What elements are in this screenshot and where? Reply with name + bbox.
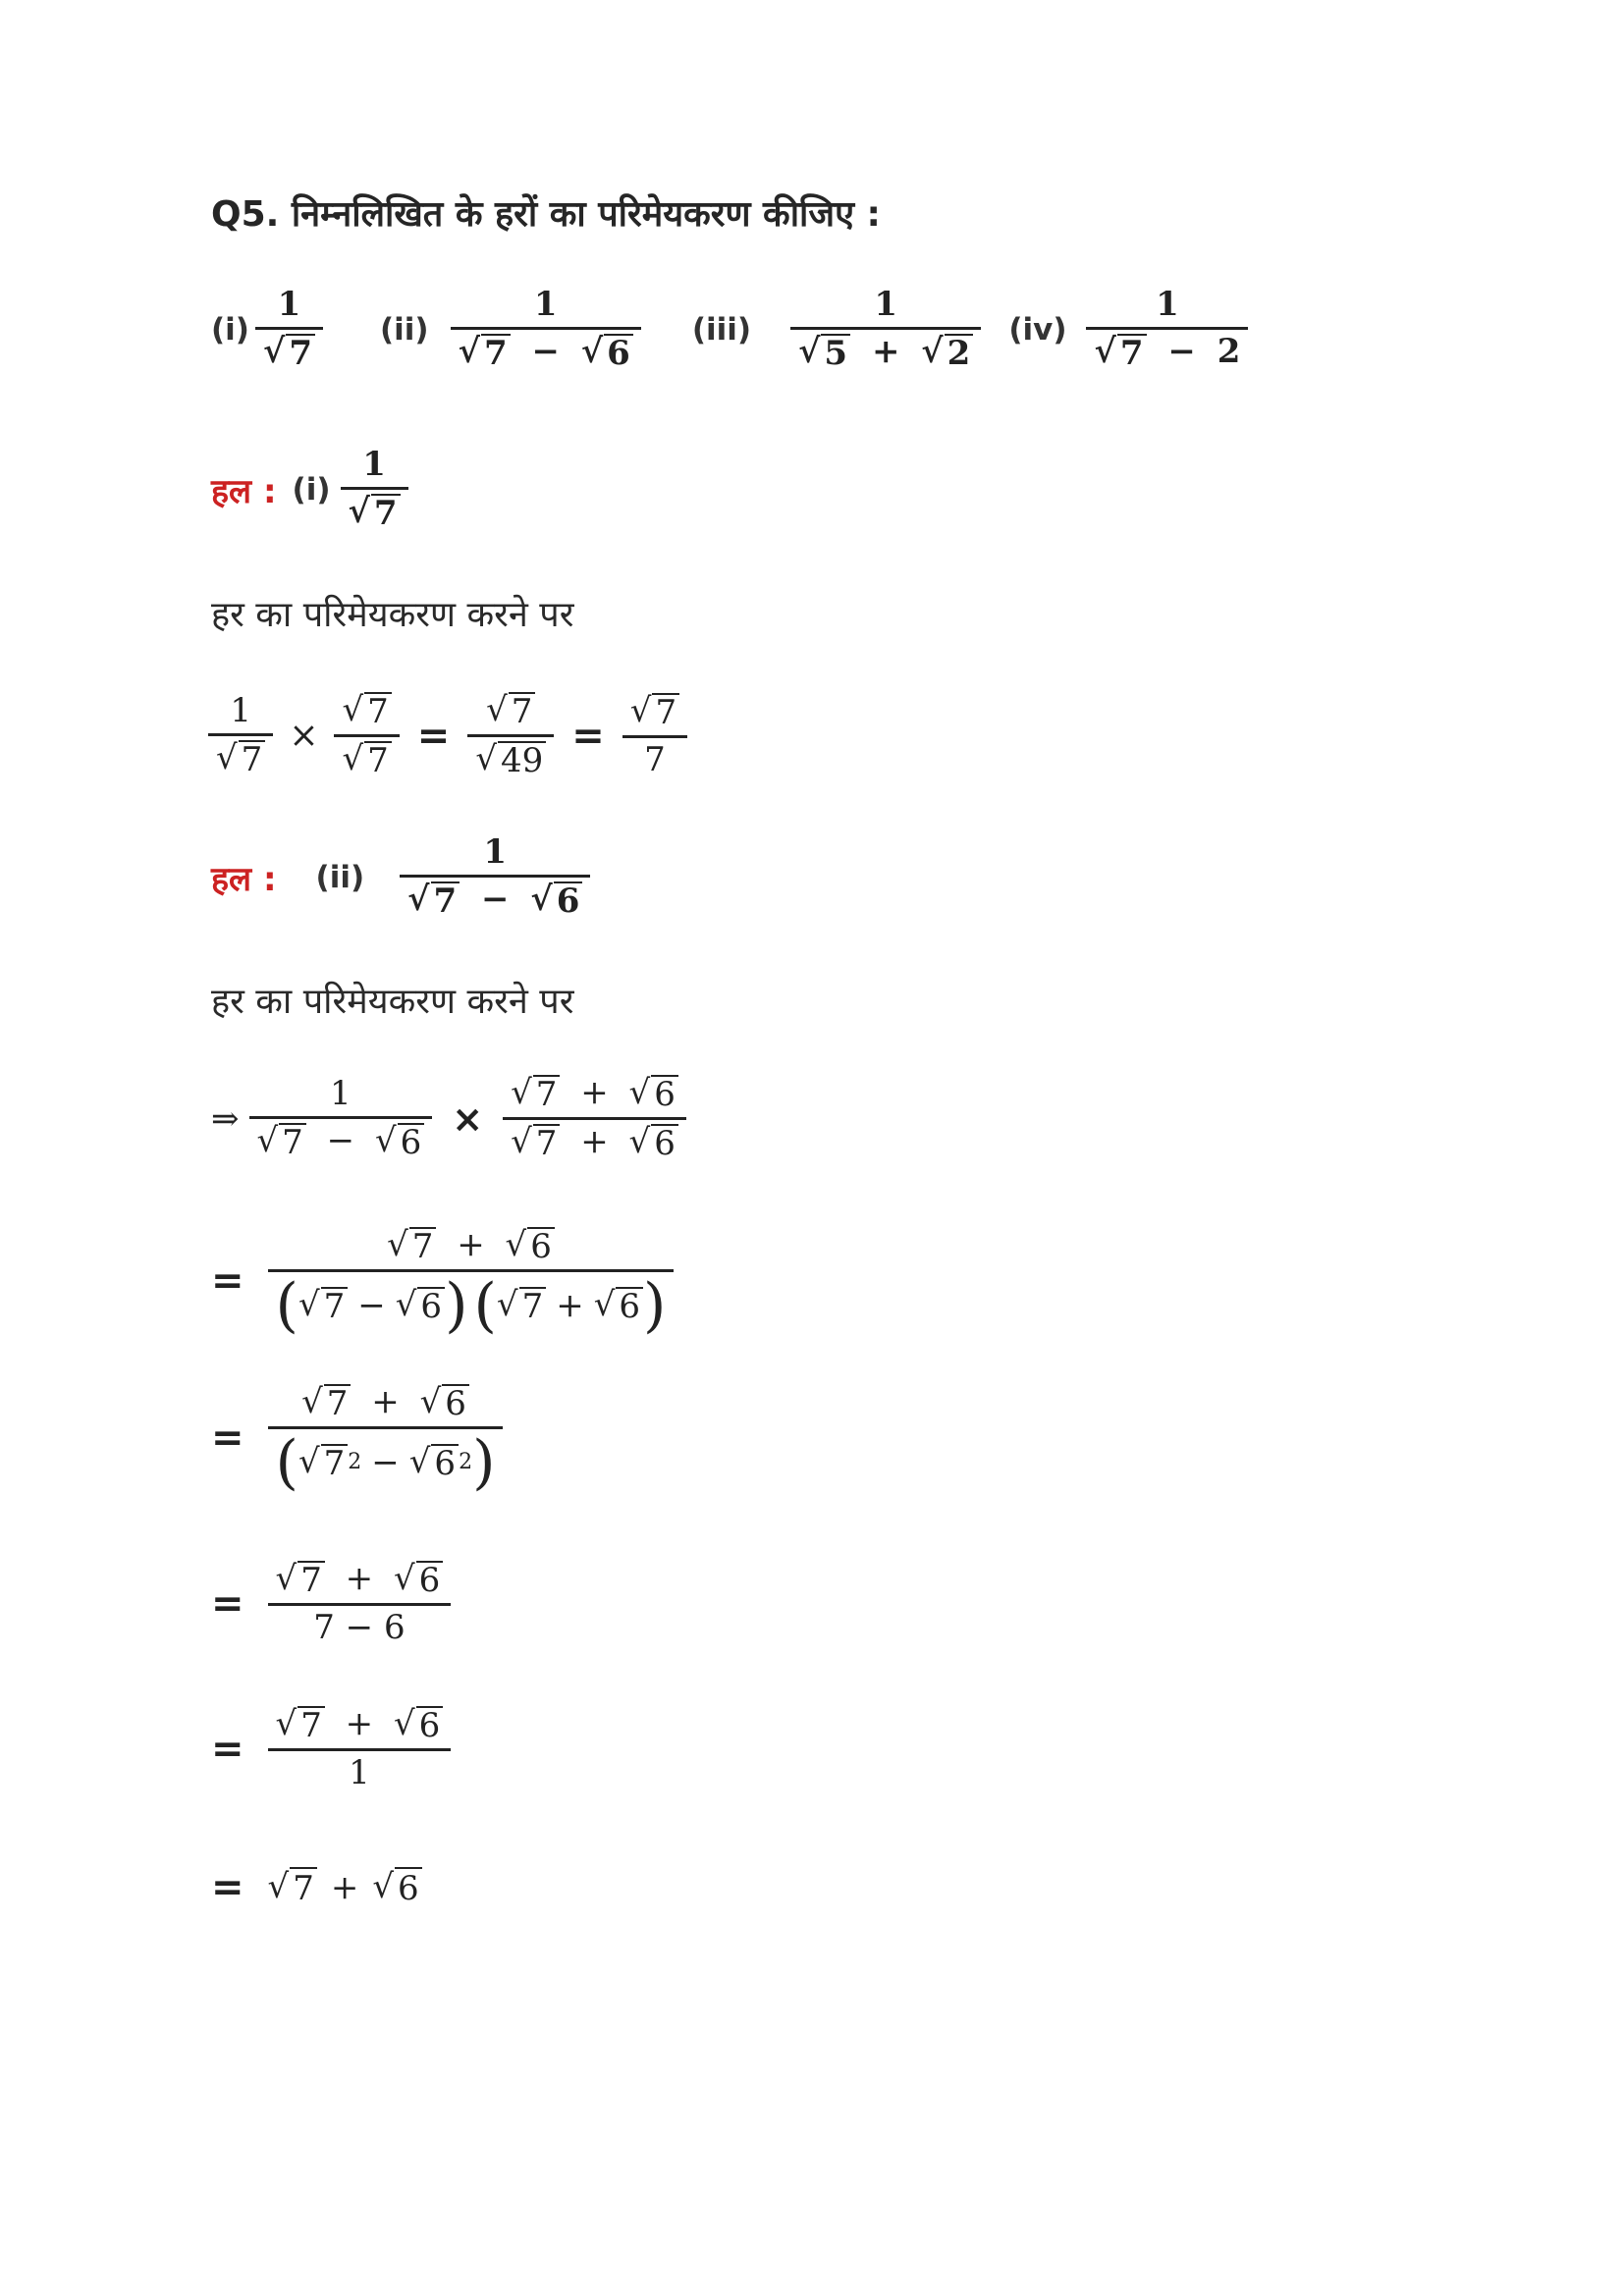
part-fraction bbox=[255, 287, 323, 373]
radical: √ 6 bbox=[594, 1287, 643, 1325]
numerator: 1 bbox=[1156, 285, 1179, 324]
operator: + bbox=[871, 332, 900, 372]
radical: √ 6 bbox=[375, 1123, 424, 1161]
part-label: (iv) bbox=[1008, 311, 1067, 347]
radicand: 7 bbox=[1117, 334, 1147, 372]
radical: √ 6 bbox=[420, 1384, 469, 1422]
fraction bbox=[467, 692, 554, 780]
radicand: 6 bbox=[442, 1384, 469, 1422]
radical: √ 7 bbox=[276, 1706, 325, 1744]
radical: √ 7 bbox=[301, 1384, 351, 1422]
fraction bbox=[334, 692, 399, 780]
radical: √ 7 bbox=[298, 1287, 348, 1325]
denominator bbox=[255, 330, 323, 372]
radicand: 6 bbox=[417, 1287, 445, 1325]
radicand: 6 bbox=[416, 1561, 444, 1599]
constant: 2 bbox=[1217, 332, 1241, 372]
radicand: 6 bbox=[527, 1227, 555, 1265]
part-fraction bbox=[1086, 287, 1248, 373]
equals-sign: = bbox=[571, 713, 605, 759]
radicand: 6 bbox=[395, 1867, 422, 1908]
exponent: 2 bbox=[348, 1450, 362, 1475]
denominator bbox=[1086, 330, 1248, 372]
equals-sign: = bbox=[211, 1580, 244, 1627]
radical: √ 6 bbox=[409, 1444, 459, 1482]
radicand: 7 bbox=[364, 741, 392, 779]
radicand: 6 bbox=[398, 1123, 425, 1161]
radical: √ 7 bbox=[349, 494, 401, 532]
times-sign: × bbox=[452, 1096, 484, 1141]
radicand: 49 bbox=[498, 741, 546, 779]
operator: − bbox=[481, 880, 510, 920]
denominator: 7 − 6 bbox=[313, 1608, 406, 1648]
radicand: 6 bbox=[651, 1075, 678, 1113]
numerator: 1 bbox=[483, 832, 508, 872]
question-title: Q5. निम्नलिखित के हरों का परिमेयकरण कीजिए : bbox=[211, 194, 881, 235]
radical: √ 7 bbox=[298, 1444, 348, 1482]
hal-label: हल : bbox=[211, 859, 277, 899]
question-parts bbox=[211, 287, 1248, 373]
solution-1-step bbox=[208, 692, 687, 780]
radicand: 7 bbox=[519, 1287, 547, 1325]
denominator bbox=[208, 736, 273, 778]
radical: √ 7 bbox=[459, 334, 511, 372]
radical: √ 7 bbox=[630, 693, 679, 731]
equals-sign: = bbox=[211, 1865, 244, 1910]
equals-sign: = bbox=[211, 1415, 244, 1462]
part-fraction bbox=[400, 834, 590, 921]
radical: √ 6 bbox=[396, 1287, 445, 1325]
radicand: 6 bbox=[554, 881, 583, 920]
denominator bbox=[467, 737, 554, 779]
denominator bbox=[341, 490, 408, 532]
operator: − bbox=[1167, 332, 1196, 372]
radical: √ 5 bbox=[798, 334, 850, 372]
radical: √ 7 bbox=[342, 692, 391, 730]
radicand: 7 bbox=[533, 1124, 561, 1162]
implies-sign: ⇒ bbox=[211, 1098, 240, 1139]
numerator bbox=[478, 692, 543, 734]
operator: + bbox=[345, 1559, 374, 1598]
radical: √ 7 bbox=[511, 1124, 560, 1162]
open-paren: ( bbox=[473, 1271, 497, 1341]
open-paren: ( bbox=[275, 1271, 298, 1341]
radicand: 7 bbox=[279, 1123, 306, 1161]
denominator: 7 bbox=[644, 740, 666, 780]
operator: + bbox=[457, 1225, 485, 1264]
fraction bbox=[622, 693, 687, 779]
radicand: 7 bbox=[533, 1075, 561, 1113]
radical: √ 6 bbox=[372, 1867, 421, 1908]
radicand: 7 bbox=[290, 1867, 317, 1908]
part-fraction bbox=[341, 447, 408, 533]
fraction bbox=[503, 1075, 686, 1163]
numerator bbox=[294, 1384, 477, 1426]
denominator bbox=[268, 1428, 504, 1498]
open-paren: ( bbox=[275, 1428, 298, 1498]
radical: √ 7 bbox=[497, 1287, 546, 1325]
exponent: 2 bbox=[459, 1450, 473, 1475]
denominator bbox=[268, 1271, 675, 1341]
radicand: 7 bbox=[321, 1287, 349, 1325]
fraction bbox=[208, 693, 273, 779]
radicand: 7 bbox=[481, 334, 511, 372]
close-paren: ) bbox=[472, 1428, 496, 1498]
numerator bbox=[268, 1706, 452, 1748]
radical: √ 7 bbox=[342, 741, 391, 779]
denominator bbox=[451, 330, 641, 372]
part-label: (i) bbox=[211, 311, 249, 347]
radicand: 6 bbox=[616, 1287, 643, 1325]
numerator bbox=[503, 1075, 686, 1117]
radical: √ 6 bbox=[506, 1227, 555, 1265]
solution-1-heading bbox=[211, 447, 408, 533]
radical: √ 6 bbox=[629, 1124, 678, 1162]
radical: √ 7 bbox=[263, 334, 315, 372]
radical: √ 6 bbox=[530, 881, 582, 920]
radical: √ 6 bbox=[394, 1561, 443, 1599]
radicand: 5 bbox=[821, 334, 850, 372]
part-fraction bbox=[451, 287, 641, 373]
numerator bbox=[622, 693, 687, 735]
radical: √ 6 bbox=[629, 1075, 678, 1113]
radical: √ 7 bbox=[257, 1123, 306, 1161]
numerator: 1 bbox=[277, 285, 301, 324]
denominator bbox=[503, 1120, 686, 1162]
radical: √ 7 bbox=[511, 1075, 560, 1113]
fraction bbox=[268, 1382, 504, 1498]
numerator: 1 bbox=[874, 285, 898, 324]
fraction bbox=[249, 1076, 433, 1162]
radicand: 6 bbox=[604, 334, 633, 372]
radical: √ 7 bbox=[268, 1867, 317, 1908]
solution-2-step-2 bbox=[211, 1225, 674, 1341]
radicand: 7 bbox=[409, 1227, 437, 1265]
radical: √ 7 bbox=[1094, 334, 1146, 372]
solution-2-step-4 bbox=[211, 1561, 451, 1647]
radical: √ 7 bbox=[387, 1227, 436, 1265]
radical: √ 7 bbox=[276, 1561, 325, 1599]
part-label: (i) bbox=[292, 471, 331, 507]
radical: √ 49 bbox=[475, 741, 546, 779]
solution-2-step-5 bbox=[211, 1706, 451, 1792]
radical: √ 7 bbox=[216, 740, 265, 778]
radicand: 7 bbox=[509, 692, 536, 730]
rationalize-text: हर का परिमेयकरण करने पर bbox=[211, 982, 574, 1022]
part-fraction bbox=[790, 287, 981, 373]
radicand: 7 bbox=[371, 494, 401, 532]
operator: + bbox=[580, 1073, 609, 1112]
radical: √ 2 bbox=[921, 334, 973, 372]
radicand: 7 bbox=[298, 1706, 325, 1744]
equals-sign: = bbox=[416, 713, 451, 759]
radical: √ 7 bbox=[407, 881, 460, 920]
times-sign: × bbox=[289, 716, 319, 757]
rationalize-text: हर का परिमेयकरण करने पर bbox=[211, 595, 574, 635]
operator: − bbox=[357, 1285, 386, 1325]
numerator: 1 bbox=[533, 285, 558, 324]
radicand: 7 bbox=[364, 692, 392, 730]
radicand: 6 bbox=[651, 1124, 678, 1162]
denominator: 1 bbox=[349, 1753, 370, 1793]
operator: + bbox=[345, 1704, 374, 1743]
numerator bbox=[268, 1561, 452, 1603]
operator: + bbox=[556, 1285, 584, 1325]
radicand: 7 bbox=[239, 740, 266, 778]
close-paren: ) bbox=[643, 1271, 667, 1341]
radicand: 7 bbox=[321, 1444, 349, 1482]
numerator bbox=[334, 692, 399, 734]
solution-2-step-1 bbox=[211, 1075, 686, 1163]
radicand: 6 bbox=[431, 1444, 459, 1482]
radicand: 6 bbox=[416, 1706, 444, 1744]
numerator bbox=[379, 1227, 563, 1269]
operator: − bbox=[531, 332, 560, 372]
radicand: 7 bbox=[298, 1561, 325, 1599]
denominator bbox=[249, 1119, 433, 1161]
denominator bbox=[790, 330, 981, 372]
fraction bbox=[268, 1706, 452, 1792]
radicand: 7 bbox=[652, 693, 679, 731]
solution-2-heading bbox=[211, 834, 590, 921]
operator: + bbox=[371, 1382, 400, 1421]
solution-2-final bbox=[211, 1865, 422, 1910]
fraction bbox=[268, 1561, 452, 1647]
radicand: 2 bbox=[945, 334, 974, 372]
equals-sign: = bbox=[211, 1258, 244, 1305]
numerator: 1 bbox=[330, 1074, 352, 1113]
radical: √ 6 bbox=[581, 334, 633, 372]
part-label: (iii) bbox=[691, 311, 752, 347]
denominator bbox=[400, 878, 590, 920]
operator: + bbox=[330, 1868, 359, 1907]
numerator: 1 bbox=[362, 445, 386, 484]
denominator bbox=[334, 737, 399, 779]
operator: − bbox=[326, 1121, 355, 1161]
fraction bbox=[268, 1225, 675, 1341]
radicand: 7 bbox=[286, 334, 315, 372]
radicand: 7 bbox=[324, 1384, 352, 1422]
operator: + bbox=[580, 1122, 609, 1162]
radical: √ 7 bbox=[486, 692, 535, 730]
radicand: 7 bbox=[431, 881, 460, 920]
numerator: 1 bbox=[230, 691, 251, 730]
operator: − bbox=[371, 1442, 400, 1482]
part-label: (ii) bbox=[315, 859, 365, 895]
hal-label: हल : bbox=[211, 471, 277, 511]
radical: √ 6 bbox=[394, 1706, 443, 1744]
solution-2-step-3 bbox=[211, 1382, 503, 1498]
equals-sign: = bbox=[211, 1726, 244, 1772]
part-label: (ii) bbox=[380, 311, 429, 347]
close-paren: ) bbox=[445, 1271, 468, 1341]
